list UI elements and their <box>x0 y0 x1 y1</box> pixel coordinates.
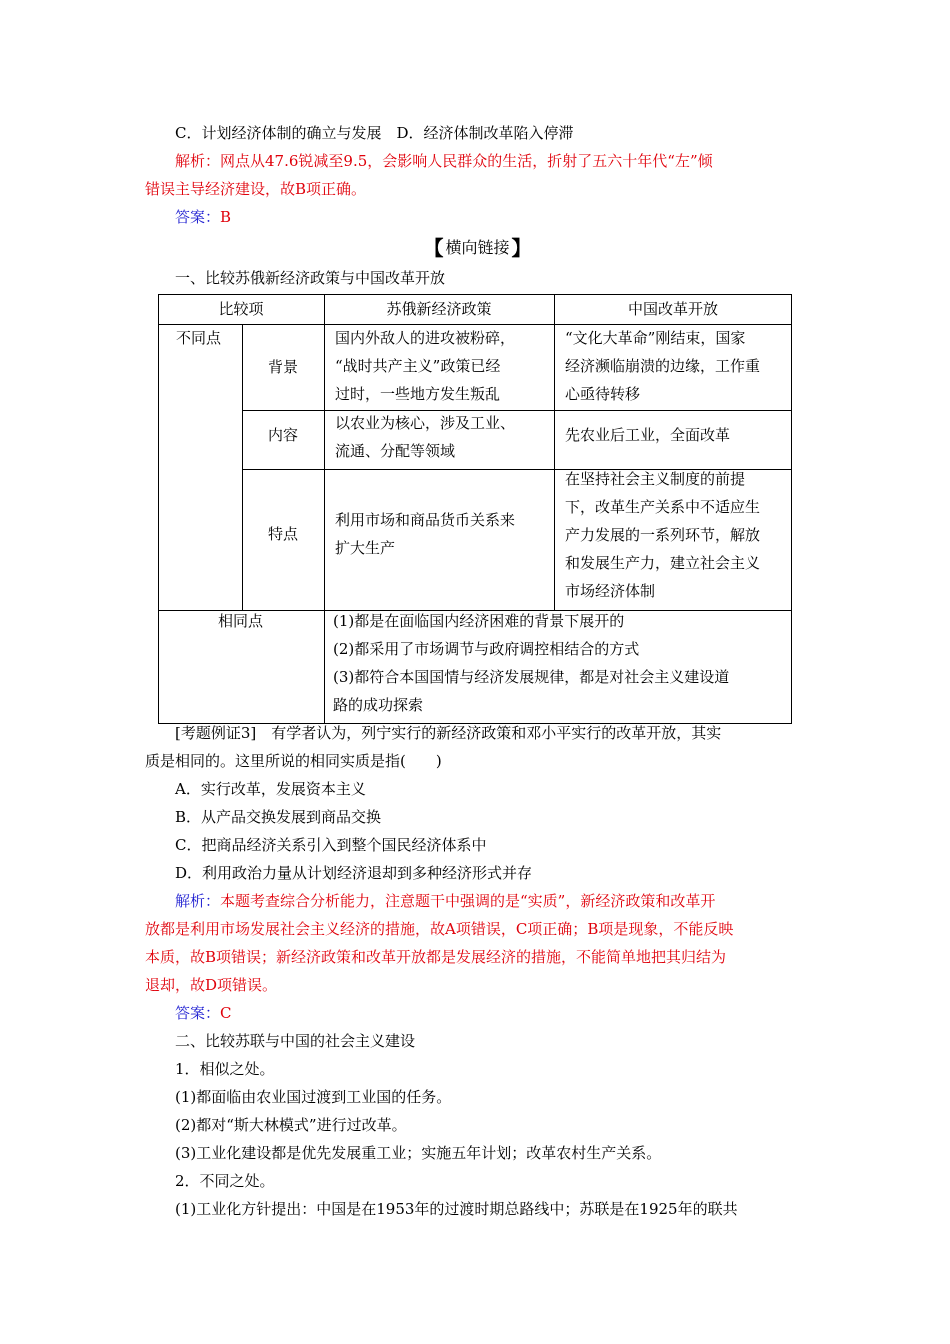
soviet-content <box>335 409 515 465</box>
row-label-content: 内容 <box>267 426 298 444</box>
soviet-features <box>335 506 515 562</box>
similar-1: (1)都面临由农业国过渡到工业国的任务。 <box>175 1088 452 1106</box>
analysis-2-l3: 本质，故B项错误；新经济政策和改革开放都是发展经济的措施，不能简单地把其归结为 <box>145 948 727 966</box>
different-1: (1)工业化方针提出：中国是在1953年的过渡时期总路线中；苏联是在1925年的联共 <box>175 1200 738 1218</box>
same-point: (1)都是在面临国内经济困难的背景下展开的 <box>333 612 625 630</box>
comparison-table <box>158 294 792 724</box>
text-line: 和发展生产力，建立社会主义 <box>565 554 761 572</box>
text-line: “战时共产主义”政策已经 <box>335 357 501 375</box>
example-stem-1: [考题例证3] 有学者认为，列宁实行的新经济政策和邓小平实行的改革开放，其实 <box>175 724 722 742</box>
same-point: (3)都符合本国国情与经济发展规律，都是对社会主义建设道 <box>333 668 730 686</box>
option-b: B．从产品交换发展到商品交换 <box>175 808 382 826</box>
section-title-text: 横向链接 <box>445 238 510 257</box>
similar-3: (3)工业化建设都是优先发展重工业；实施五年计划；改革农村生产关系。 <box>175 1144 662 1162</box>
answer-1 <box>175 203 840 231</box>
heading-2: 二、比较苏联与中国的社会主义建设 <box>175 1032 416 1050</box>
bracket-right: 】 <box>511 236 532 260</box>
analysis-label: 解析： <box>175 152 221 170</box>
same-label: 相同点 <box>218 612 264 630</box>
soviet-background <box>335 324 515 408</box>
answer-label: 答案： <box>175 1004 221 1022</box>
text-line: 先农业后工业，全面改革 <box>565 426 731 444</box>
same-points <box>333 607 729 719</box>
analysis-label: 解析： <box>175 892 221 910</box>
text-line: 利用市场和商品货币关系来 <box>335 511 516 529</box>
text-line: 在坚持社会主义制度的前提 <box>565 470 746 488</box>
answer-value: B <box>220 208 232 226</box>
answer-value: C <box>220 1004 232 1022</box>
option-d: D．利用政治力量从计划经济退却到多种经济形式并存 <box>175 864 533 882</box>
row-label-features: 特点 <box>267 525 298 543</box>
header-soviet: 苏俄新经济政策 <box>386 300 492 318</box>
text-line: 过时，一些地方发生叛乱 <box>335 385 501 403</box>
text-line: 以农业为核心，涉及工业、 <box>335 414 516 432</box>
same-point: 路的成功探索 <box>333 696 424 714</box>
example-stem-2: 质是相同的。这里所说的相同实质是指( ) <box>145 752 442 770</box>
bracket-left: 【 <box>423 236 444 260</box>
text-line: 国内外敌人的进攻被粉碎， <box>335 329 516 347</box>
china-content <box>565 421 730 449</box>
answer-2 <box>175 999 840 1027</box>
text-line: “文化大革命”刚结束，国家 <box>565 329 746 347</box>
option-a: A．实行改革，发展资本主义 <box>175 780 366 798</box>
analysis-1-cont: 错误主导经济建设，故B项正确。 <box>145 180 367 198</box>
options-cd: C．计划经济体制的确立与发展 D．经济体制改革陷入停滞 <box>175 124 574 142</box>
option-c: C．把商品经济关系引入到整个国民经济体系中 <box>175 836 487 854</box>
answer-label: 答案： <box>175 208 221 226</box>
text-line: 下，改革生产关系中不适应生 <box>565 498 761 516</box>
analysis-2-l4: 退却，故D项错误。 <box>145 976 278 994</box>
different-title: 2．不同之处。 <box>175 1172 275 1190</box>
analysis-text: 本题考查综合分析能力，注意题干中强调的是“实质”，新经济政策和改革开 <box>220 892 716 910</box>
analysis-2 <box>175 887 840 915</box>
china-features <box>565 465 760 605</box>
analysis-text: 网点从47.6锐减至9.5，会影响人民群众的生活，折射了五六十年代“左”倾 <box>220 152 713 170</box>
china-background <box>565 324 760 408</box>
diff-label: 不同点 <box>176 329 222 347</box>
row-label-background: 背景 <box>267 358 298 376</box>
text-line: 产力发展的一系列环节，解放 <box>565 526 761 544</box>
header-compare: 比较项 <box>218 300 264 318</box>
header-china: 中国改革开放 <box>627 300 718 318</box>
section-title <box>145 234 810 262</box>
analysis-1 <box>175 147 840 175</box>
text-line: 流通、分配等领域 <box>335 442 456 460</box>
same-point: (2)都采用了市场调节与政府调控相结合的方式 <box>333 640 640 658</box>
text-line: 经济濒临崩溃的边缘，工作重 <box>565 357 761 375</box>
heading-1: 一、比较苏俄新经济政策与中国改革开放 <box>175 269 446 287</box>
similar-2: (2)都对“斯大林模式”进行过改革。 <box>175 1116 407 1134</box>
text-line: 心亟待转移 <box>565 385 641 403</box>
text-line: 扩大生产 <box>335 539 396 557</box>
text-line: 市场经济体制 <box>565 582 656 600</box>
similar-title: 1．相似之处。 <box>175 1060 275 1078</box>
analysis-2-l2: 放都是利用市场发展社会主义经济的措施，故A项错误，C项正确；B项是现象，不能反映 <box>145 920 734 938</box>
